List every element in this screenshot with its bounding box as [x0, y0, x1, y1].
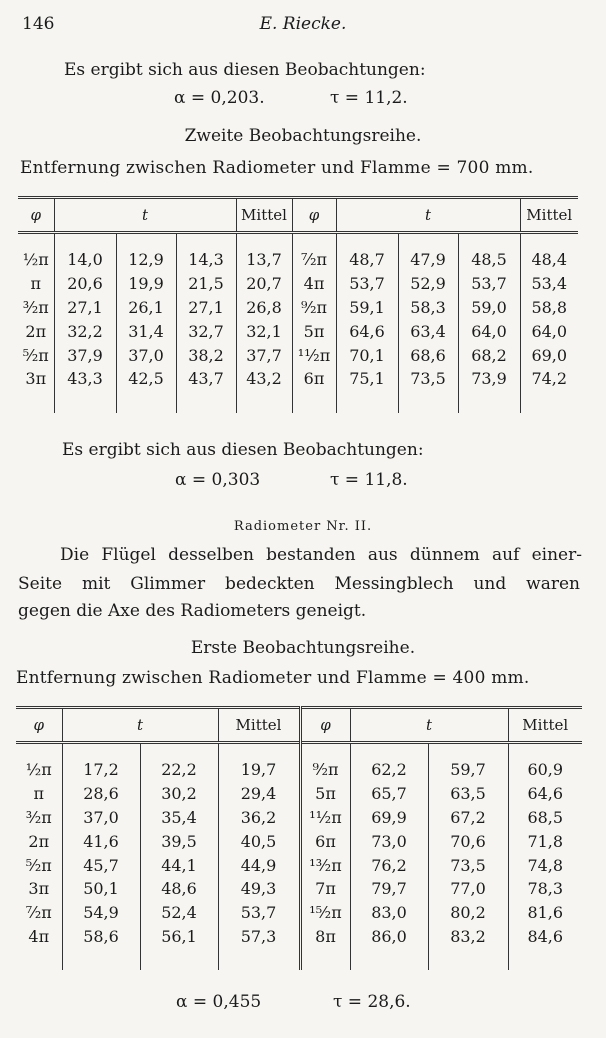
table-row [16, 806, 582, 830]
cell-t3b: 48,5 [458, 248, 520, 272]
cell-t1b: 48,7 [336, 248, 398, 272]
cell-phi: 4π [28, 926, 50, 946]
header-t: t [62, 708, 218, 743]
table-row [18, 319, 578, 343]
cell-phi: ³⁄₂π [25, 807, 52, 827]
cell-t1b: 79,7 [350, 877, 428, 901]
cell-t1: 28,6 [62, 782, 140, 806]
header-phi: φ [30, 206, 41, 224]
cell-t2: 19,9 [116, 272, 176, 296]
cell-t3: 21,5 [176, 272, 236, 296]
header-t-right: t [350, 708, 508, 743]
cell-phi_b: 6π [300, 829, 350, 853]
header-phi-right: φ [300, 708, 350, 743]
cell-t2b: 83,2 [428, 925, 508, 949]
cell-phi_b: ⁷⁄₂π [292, 248, 336, 272]
table-row [16, 758, 582, 782]
cell-t1: 27,1 [54, 296, 116, 320]
table-header [18, 198, 578, 233]
cell-t2b: 47,9 [398, 248, 458, 272]
cell-t3: 14,3 [176, 248, 236, 272]
cell-phi: ⁵⁄₂π [22, 345, 49, 365]
cell-phi_b: 8π [300, 925, 350, 949]
cell-t2: 44,1 [140, 853, 218, 877]
header-mittel-right: Mittel [508, 708, 582, 743]
cell-t3b: 73,9 [458, 367, 520, 391]
cell-t1: 45,7 [62, 853, 140, 877]
cell-phi: 3π [25, 369, 47, 389]
cell-m: 53,7 [218, 901, 300, 925]
cell-t1: 50,1 [62, 877, 140, 901]
cell-t2b: 52,9 [398, 272, 458, 296]
header-mittel-right: Mittel [520, 198, 578, 233]
cell-t3b: 68,2 [458, 343, 520, 367]
series2-title: Zweite Beobachtungsreihe. [184, 126, 422, 146]
cell-m: 49,3 [218, 877, 300, 901]
result-alpha-1: α = 0,203. [174, 88, 265, 108]
cell-t1b: 62,2 [350, 758, 428, 782]
cell-t2b: 58,3 [398, 296, 458, 320]
cell-t1b: 70,1 [336, 343, 398, 367]
cell-t1: 58,6 [62, 925, 140, 949]
cell-t2: 48,6 [140, 877, 218, 901]
cell-phi: π [33, 784, 44, 804]
cell-t1b: 59,1 [336, 296, 398, 320]
cell-m: 19,7 [218, 758, 300, 782]
cell-phi: 3π [28, 879, 50, 899]
header-phi-right: φ [292, 198, 336, 233]
cell-t2b: 70,6 [428, 829, 508, 853]
table-row [16, 853, 582, 877]
cell-t1: 32,2 [54, 319, 116, 343]
series1-title: Erste Beobachtungsreihe. [190, 638, 416, 658]
cell-t2b: 67,2 [428, 806, 508, 830]
cell-t2b: 73,5 [398, 367, 458, 391]
cell-m: 26,8 [236, 296, 292, 320]
page-number: 146 [22, 14, 55, 34]
cell-t3: 43,7 [176, 367, 236, 391]
cell-mb: 58,8 [520, 296, 578, 320]
cell-t2b: 63,4 [398, 319, 458, 343]
cell-mb: 64,6 [508, 782, 582, 806]
cell-t1: 54,9 [62, 901, 140, 925]
table-row [18, 272, 578, 296]
cell-t1: 37,0 [62, 806, 140, 830]
result-tau-1: τ = 11,2. [330, 88, 408, 108]
cell-phi_b: ¹⁵⁄₂π [300, 901, 350, 925]
cell-phi_b: 5π [300, 782, 350, 806]
cell-phi_b: ¹³⁄₂π [300, 853, 350, 877]
cell-t1b: 86,0 [350, 925, 428, 949]
cell-t2b: 68,6 [398, 343, 458, 367]
cell-t2: 30,2 [140, 782, 218, 806]
result-intro-1: Es ergibt sich aus diesen Beobachtungen: [64, 60, 426, 80]
cell-phi_b: ¹¹⁄₂π [300, 806, 350, 830]
cell-t3: 32,7 [176, 319, 236, 343]
cell-t2b: 63,5 [428, 782, 508, 806]
cell-mb: 81,6 [508, 901, 582, 925]
cell-m: 32,1 [236, 319, 292, 343]
cell-phi: 2π [28, 831, 50, 851]
cell-t2: 39,5 [140, 829, 218, 853]
cell-phi: π [30, 274, 41, 294]
series1-table [16, 706, 582, 970]
series1-distance: Entfernung zwischen Radiometer und Flamme = 400 mm. [16, 668, 530, 688]
cell-t1b: 53,7 [336, 272, 398, 296]
cell-phi_b: ¹¹⁄₂π [292, 343, 336, 367]
header-t-right: t [336, 198, 520, 233]
cell-t2: 12,9 [116, 248, 176, 272]
cell-m: 13,7 [236, 248, 292, 272]
cell-t1b: 83,0 [350, 901, 428, 925]
cell-t3b: 59,0 [458, 296, 520, 320]
table-row [16, 782, 582, 806]
cell-m: 29,4 [218, 782, 300, 806]
header-mittel: Mittel [218, 708, 300, 743]
cell-t1b: 65,7 [350, 782, 428, 806]
cell-t2: 52,4 [140, 901, 218, 925]
header-t: t [54, 198, 236, 233]
cell-phi_b: ⁹⁄₂π [292, 296, 336, 320]
table-row [16, 877, 582, 901]
header-mittel: Mittel [236, 198, 292, 233]
cell-t2: 56,1 [140, 925, 218, 949]
cell-mb: 53,4 [520, 272, 578, 296]
series1-tau: τ = 28,6. [333, 992, 411, 1012]
cell-m: 44,9 [218, 853, 300, 877]
cell-mb: 71,8 [508, 829, 582, 853]
series1-alpha: α = 0,455 [176, 992, 262, 1012]
cell-mb: 69,0 [520, 343, 578, 367]
cell-t3b: 64,0 [458, 319, 520, 343]
cell-phi: ³⁄₂π [22, 297, 49, 317]
running-head: E. Riecke. [259, 14, 347, 34]
series2-result-intro: Es ergibt sich aus diesen Beobachtungen: [62, 440, 424, 460]
table-row [18, 296, 578, 320]
cell-phi: ⁷⁄₂π [25, 903, 52, 923]
cell-t1: 37,9 [54, 343, 116, 367]
table-row [18, 248, 578, 272]
cell-t3b: 53,7 [458, 272, 520, 296]
cell-mb: 68,5 [508, 806, 582, 830]
cell-t2b: 73,5 [428, 853, 508, 877]
cell-mb: 64,0 [520, 319, 578, 343]
table-header [16, 708, 582, 743]
radiometer2-para-3: gegen die Axe des Radiometers geneigt. [18, 601, 367, 621]
cell-mb: 60,9 [508, 758, 582, 782]
cell-t1b: 76,2 [350, 853, 428, 877]
radiometer2-para-2: Seite mit Glimmer bedeckten Messingblech und waren [18, 574, 580, 594]
cell-phi_b: 6π [292, 367, 336, 391]
series2-distance: Entfernung zwischen Radiometer und Flamme = 700 mm. [20, 158, 534, 178]
cell-phi: 2π [25, 321, 47, 341]
cell-t2: 26,1 [116, 296, 176, 320]
cell-t3: 38,2 [176, 343, 236, 367]
cell-mb: 74,8 [508, 853, 582, 877]
cell-m: 40,5 [218, 829, 300, 853]
cell-t2: 35,4 [140, 806, 218, 830]
table-row [18, 343, 578, 367]
table-row [16, 829, 582, 853]
cell-t1b: 64,6 [336, 319, 398, 343]
table-row [16, 925, 582, 949]
cell-t1: 17,2 [62, 758, 140, 782]
cell-phi: ½π [22, 250, 49, 270]
cell-t1b: 69,9 [350, 806, 428, 830]
cell-mb: 48,4 [520, 248, 578, 272]
cell-t2: 22,2 [140, 758, 218, 782]
cell-t1b: 73,0 [350, 829, 428, 853]
cell-phi: ½π [25, 760, 52, 780]
cell-t1b: 75,1 [336, 367, 398, 391]
cell-t1: 41,6 [62, 829, 140, 853]
cell-phi_b: 5π [292, 319, 336, 343]
header-phi: φ [33, 716, 44, 734]
cell-mb: 84,6 [508, 925, 582, 949]
cell-t2: 37,0 [116, 343, 176, 367]
table-row [18, 367, 578, 391]
cell-mb: 74,2 [520, 367, 578, 391]
cell-m: 57,3 [218, 925, 300, 949]
cell-t3: 27,1 [176, 296, 236, 320]
cell-t2b: 77,0 [428, 877, 508, 901]
cell-mb: 78,3 [508, 877, 582, 901]
cell-m: 20,7 [236, 272, 292, 296]
cell-t2: 31,4 [116, 319, 176, 343]
cell-phi_b: ⁹⁄₂π [300, 758, 350, 782]
table-row [16, 901, 582, 925]
cell-m: 36,2 [218, 806, 300, 830]
series2-tau: τ = 11,8. [330, 470, 408, 490]
cell-t2: 42,5 [116, 367, 176, 391]
radiometer2-heading: Radiometer Nr. II. [233, 519, 373, 534]
cell-t1: 20,6 [54, 272, 116, 296]
cell-m: 37,7 [236, 343, 292, 367]
cell-phi: ⁵⁄₂π [25, 855, 52, 875]
cell-t1: 14,0 [54, 248, 116, 272]
cell-m: 43,2 [236, 367, 292, 391]
series2-alpha: α = 0,303 [175, 470, 261, 490]
cell-t1: 43,3 [54, 367, 116, 391]
cell-t2b: 59,7 [428, 758, 508, 782]
cell-t2b: 80,2 [428, 901, 508, 925]
cell-phi_b: 4π [292, 272, 336, 296]
radiometer2-para-1: Die Flügel desselben bestanden aus dünnem auf einer- [60, 545, 582, 565]
cell-phi_b: 7π [300, 877, 350, 901]
series2-table [18, 196, 578, 413]
